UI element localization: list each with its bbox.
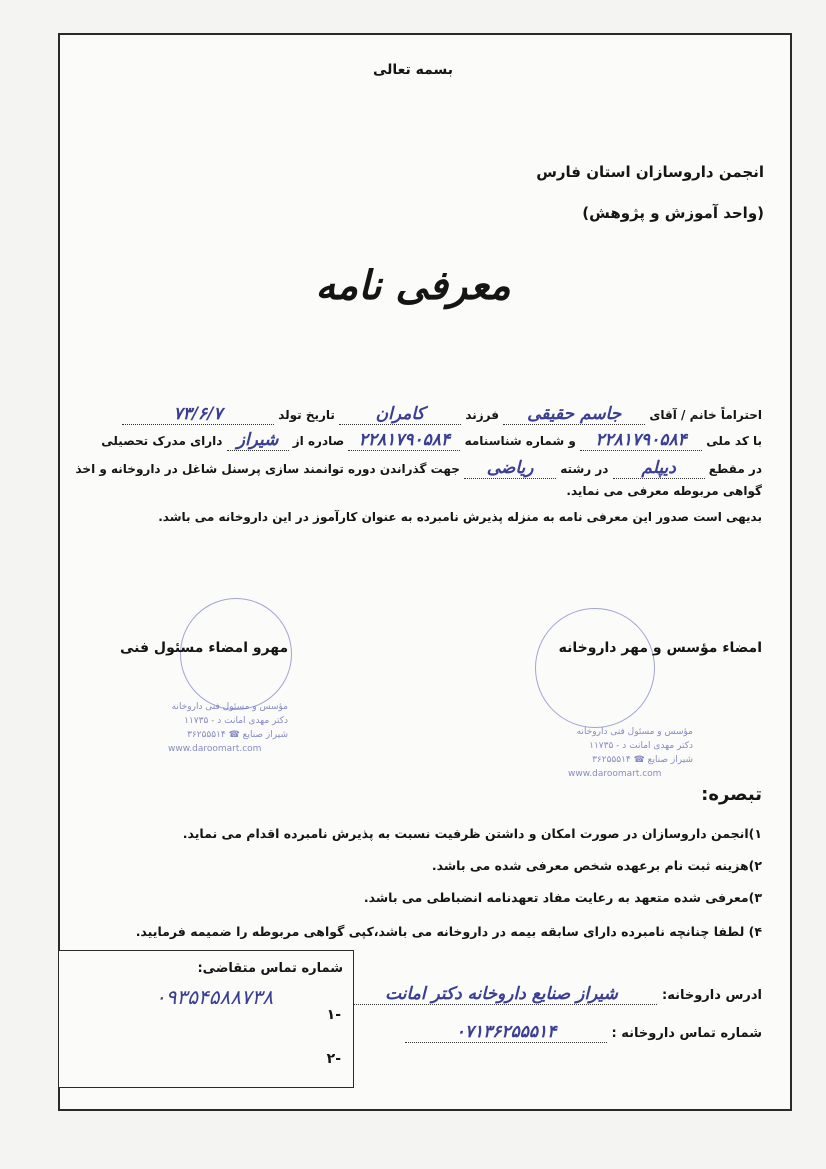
note-item-3: ۳)معرفی شده متعهد به رعایت مفاد تعهدنامه انضباطی می باشد.	[363, 890, 762, 905]
issued-label: صادره از	[292, 434, 345, 448]
document-title: معرفی نامه	[315, 262, 511, 309]
pharmacy-phone-value: ۰۷۱۳۶۲۵۵۵۱۴	[405, 1022, 607, 1043]
field-label: در رشته	[560, 462, 609, 476]
id-label: و شماره شناسنامه	[464, 434, 576, 448]
note-item-4: ۴) لطفا چنانچه نامبرده دارای سابقه بیمه در داروخانه می باشد،کپی گواهی مربوطه را ضمیمه فرمایید.	[135, 924, 762, 939]
birth-label: تاریخ تولد	[278, 408, 335, 422]
applicant-slot-2: -۲	[326, 1051, 341, 1067]
salutation-label: احتراماً خانم / آقای	[649, 408, 762, 422]
founder-signature-label: امضاء مؤسس و مهر داروخانه	[558, 640, 762, 656]
name-value: جاسم حقیقی	[503, 404, 645, 425]
id-number-value: ۲۲۸۱۷۹۰۵۸۴	[348, 430, 460, 451]
pharmacy-address-line	[345, 984, 762, 1005]
unit-name: (واحد آموزش و پژوهش)	[582, 204, 764, 222]
stamp-right-website: www.daroomart.com	[568, 769, 662, 779]
technical-signature-label: مهرو امضاء مسئول فنی	[120, 640, 289, 656]
purpose-text: جهت گذراندن دوره توانمند سازی پرسنل شاغل در داروخانه و اخذ	[75, 462, 460, 476]
applicant-contact-box	[58, 950, 354, 1088]
field-value: ریاضی	[464, 458, 556, 479]
father-value: کامران	[339, 404, 461, 425]
national-code-value: ۲۲۸۱۷۹۰۵۸۴	[580, 430, 702, 451]
stamp-left-website: www.daroomart.com	[168, 744, 262, 754]
body-line-1	[122, 404, 762, 425]
association-name: انجمن داروسازان استان فارس	[536, 163, 764, 181]
stamp-left	[168, 700, 288, 756]
applicant-contact-label: شماره تماس متقاضی:	[197, 961, 343, 976]
body-line-3	[76, 458, 763, 479]
issued-from-value: شیراز	[227, 430, 289, 451]
body-line-5: بدیهی است صدور این معرفی نامه به منزله پذیرش نامبرده به عنوان کارآموز در این داروخانه می باشد.	[158, 510, 762, 524]
pharmacy-phone-label: شماره تماس داروخانه :	[611, 1026, 762, 1041]
notes-heading: تبصره:	[701, 784, 762, 805]
level-label: در مقطع	[708, 462, 762, 476]
stamp-right-doctor: دکتر مهدی امانت د - ۱۱۷۳۵	[589, 741, 693, 751]
body-line-4: گواهی مربوطه معرفی می نماید.	[566, 484, 762, 498]
basmala: بسمه تعالی	[372, 62, 454, 78]
stamp-right-role: مؤسس و مسئول فنی داروخانه	[576, 727, 693, 737]
body-line-2	[101, 430, 762, 451]
stamp-left-role: مؤسس و مسئول فنی داروخانه	[171, 702, 288, 712]
national-code-label: با کد ملی	[706, 434, 762, 448]
note-item-1: ۱)انجمن داروسازان در صورت امکان و داشتن ظرفیت نسبت به پذیرش نامبرده اقدام می نماید.	[182, 826, 762, 841]
level-value: دیپلم	[613, 458, 705, 479]
stamp-left-doctor: دکتر مهدی امانت د - ۱۱۷۳۵	[184, 716, 288, 726]
applicant-phone-value: ۰۹۳۵۴۵۸۸۷۳۸	[155, 985, 274, 1009]
pharmacy-seal-right	[535, 608, 655, 728]
child-of-label: فرزند	[465, 408, 499, 422]
degree-label: دارای مدرک تحصیلی	[101, 434, 223, 448]
pharmacy-phone-line	[405, 1022, 762, 1043]
note-item-2: ۲)هزینه ثبت نام برعهده شخص معرفی شده می باشد.	[431, 858, 762, 873]
stamp-right	[568, 725, 693, 781]
birth-date-value: ۷۳/۶/۷	[122, 404, 274, 425]
stamp-left-phone: شیراز صنایع ☎ ۳۶۲۵۵۵۱۴	[187, 730, 288, 740]
pharmacy-address-label: ادرس داروخانه:	[662, 988, 762, 1003]
applicant-slot-1: -۱	[326, 1007, 341, 1023]
stamp-right-phone: شیراز صنایع ☎ ۳۶۲۵۵۵۱۴	[592, 755, 693, 765]
pharmacy-address-value: شیراز صنایع داروخانه دکتر امانت	[345, 984, 657, 1005]
